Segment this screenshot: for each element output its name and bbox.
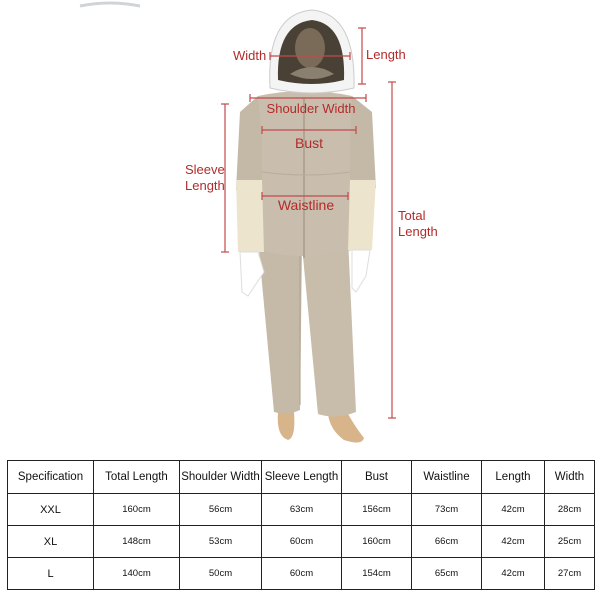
table-cell: 63cm	[262, 494, 342, 526]
label-waistline: Waistline	[277, 197, 335, 213]
table-cell: XL	[8, 526, 94, 558]
table-cell: 42cm	[482, 494, 545, 526]
veil-hood	[270, 10, 354, 93]
table-cell: 156cm	[342, 494, 412, 526]
table-row	[8, 494, 595, 526]
label-bust: Bust	[294, 135, 324, 151]
suit-torso	[258, 91, 352, 258]
header-cell: Bust	[342, 461, 412, 494]
label-shoulder-width: Shoulder Width	[266, 101, 356, 116]
table-row	[8, 526, 595, 558]
table-cell: 60cm	[262, 558, 342, 590]
table-cell: 140cm	[94, 558, 180, 590]
header-cell: Shoulder Width	[180, 461, 262, 494]
table-cell: 148cm	[94, 526, 180, 558]
table-cell: 60cm	[262, 526, 342, 558]
table-cell: 56cm	[180, 494, 262, 526]
table-header-row	[8, 461, 595, 494]
label-total-length: Total Length	[398, 208, 438, 239]
table-cell: 160cm	[94, 494, 180, 526]
table-cell: 28cm	[545, 494, 595, 526]
table-cell: 27cm	[545, 558, 595, 590]
header-cell: Length	[482, 461, 545, 494]
header-cell: Sleeve Length	[262, 461, 342, 494]
table-cell: 160cm	[342, 526, 412, 558]
header-cell: Specification	[8, 461, 94, 494]
table-cell: L	[8, 558, 94, 590]
table-cell: 66cm	[412, 526, 482, 558]
header-cell: Width	[545, 461, 595, 494]
table-row	[8, 558, 595, 590]
label-sleeve-length: Sleeve Length	[185, 162, 225, 193]
table-cell: 42cm	[482, 526, 545, 558]
feet	[278, 412, 364, 443]
table-cell: 73cm	[412, 494, 482, 526]
header-cell: Waistline	[412, 461, 482, 494]
table-cell: 53cm	[180, 526, 262, 558]
table-cell: 65cm	[412, 558, 482, 590]
table-cell: 50cm	[180, 558, 262, 590]
table-cell: 154cm	[342, 558, 412, 590]
header-cell: Total Length	[94, 461, 180, 494]
suit-legs	[258, 238, 356, 417]
label-width: Width	[233, 48, 267, 63]
table-cell: 25cm	[545, 526, 595, 558]
table-cell: 42cm	[482, 558, 545, 590]
table-cell: XXL	[8, 494, 94, 526]
label-length: Length	[366, 47, 406, 62]
size-spec-table	[7, 460, 595, 590]
